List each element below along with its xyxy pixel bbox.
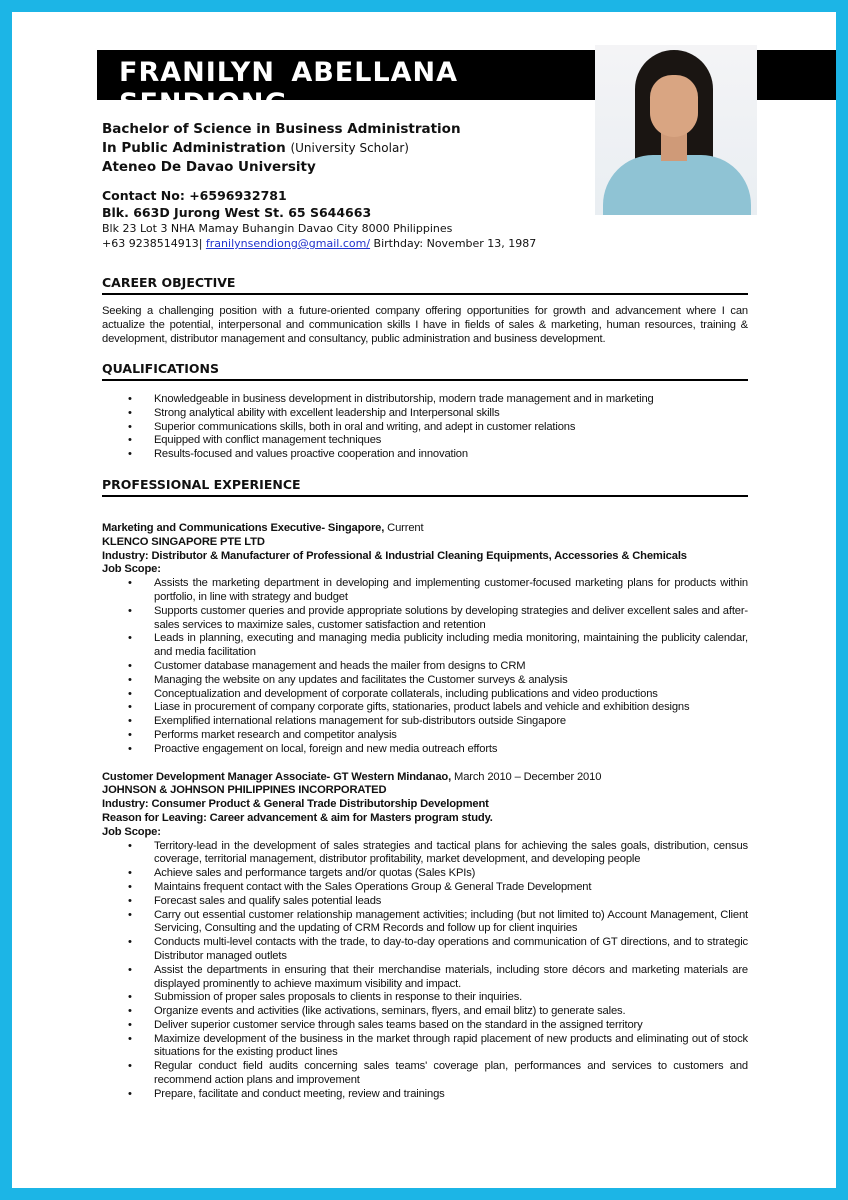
job-title [102,771,748,785]
list-item: • Knowledgeable in business development in distributorship, modern trade management and in marketing [102,393,748,407]
job-scope-label: Job Scope: [102,825,161,838]
list-item: • Proactive engagement on local, foreign and new media outreach efforts [102,743,748,757]
list-item: • Exemplified international relations management for sub-distributors outside Singapore [102,715,748,729]
list-item: • Deliver superior customer service through sales teams based on the standard in the assigned territory [102,1019,748,1033]
candidate-name: FRANILYN ABELLANA SENDIONG [119,57,459,119]
list-item: • Territory-lead in the development of sales strategies and tactical plans for achieving the sales goals, distribution, census coverage, territorial management, distributor profitability, market development, and developing people [102,840,748,868]
job-scope-list [102,577,748,756]
job-period: March 2010 – December 2010 [454,770,602,783]
list-item: • Carry out essential customer relationship management activities; including (but not limited to) Account Management, Client Servicing, Consulting and the updating of CRM Records and follow up for client inquiries [102,909,748,937]
list-item: • Results-focused and values proactive cooperation and innovation [102,448,748,462]
job-title [102,522,748,536]
list-item: • Customer database management and heads the mailer from designs to CRM [102,660,748,674]
job-entry [102,771,748,1102]
contact-block [102,187,536,251]
list-item: • Leads in planning, executing and managing media publicity including media monitoring, maintaining the publicity calendar, and media facilitation [102,632,748,660]
job-scope-list [102,840,748,1102]
career-objective-section [102,275,748,346]
phone: Contact No: +6596932781 [102,188,287,203]
name-banner [97,50,595,119]
profile-photo [595,45,757,215]
list-item: • Performs market research and competitor analysis [102,729,748,743]
job-scope-label: Job Scope: [102,563,161,576]
school: Ateneo De Davao University [102,159,316,175]
list-item: • Prepare, facilitate and conduct meeting, review and trainings [102,1088,748,1102]
list-item: • Regular conduct field audits concerning sales teams' coverage plan, performances and services to customers and recommend action plans and improvement [102,1060,748,1088]
degree-line1: Bachelor of Science in Business Administration [102,121,461,137]
degree-line2: In Public Administration [102,140,286,156]
education-block [102,120,461,177]
reason-for-leaving: Reason for Leaving: Career advancement & aim for Masters program study. [102,811,493,824]
job-period: Current [387,522,424,534]
qualifications-section [102,361,748,462]
resume-page [12,12,836,1188]
phone-ph: +63 9238514913| [102,237,203,250]
qualifications-list [102,393,748,462]
address-sg: Blk. 663D Jurong West St. 65 S644663 [102,205,372,220]
list-item: • Liase in procurement of company corporate gifts, stationaries, product labels and vehicle and exhibition designs [102,701,748,715]
list-item: • Strong analytical ability with excellent leadership and Interpersonal skills [102,407,748,421]
list-item: • Forecast sales and qualify sales potential leads [102,895,748,909]
email-link[interactable]: franilynsendiong@gmail.com/ [205,237,371,250]
experience-section [102,477,748,1102]
honor: (University Scholar) [290,141,409,155]
section-heading: PROFESSIONAL EXPERIENCE [102,477,748,497]
list-item: • Managing the website on any updates and facilitates the Customer surveys & analysis [102,674,748,688]
industry: Industry: Distributor & Manufacturer of Professional & Industrial Cleaning Equipments, Accessories & Chemicals [102,549,687,562]
job-position: Marketing and Communications Executive- Singapore, [102,522,385,534]
section-heading: CAREER OBJECTIVE [102,275,748,295]
list-item: • Assists the marketing department in developing and implementing customer-focused marketing plans for products within portfolio, in line with strategy and budget [102,577,748,605]
list-item: • Achieve sales and performance targets and/or quotas (Sales KPIs) [102,867,748,881]
address-ph: Blk 23 Lot 3 NHA Mamay Buhangin Davao City 8000 Philippines [102,222,453,235]
list-item: • Submission of proper sales proposals to clients in response to their inquiries. [102,991,748,1005]
birthday: Birthday: November 13, 1987 [373,237,537,250]
section-heading: QUALIFICATIONS [102,361,748,381]
company-name: KLENCO SINGAPORE PTE LTD [102,535,265,548]
list-item: • Assist the departments in ensuring that their merchandise materials, including store décors and marketing materials are displayed prominently to achieve maximum visibility and impact. [102,964,748,992]
list-item: • Equipped with conflict management techniques [102,434,748,448]
list-item: • Superior communications skills, both in oral and writing, and adept in customer relations [102,421,748,435]
jobs-list [102,522,748,1102]
company-name: JOHNSON & JOHNSON PHILIPPINES INCORPORATED [102,784,387,797]
objective-text: Seeking a challenging position with a future-oriented company offering opportunities for growth and advancement where I can actualize the potential, interpersonal and communication skills I have in fields of sales & marketing, human resources, training & development, distributor management and consultancy, public administration and business development. [102,305,748,345]
list-item: • Conducts multi-level contacts with the trade, to day-to-day operations and communication of GT directions, and to strategic Distributor managed outlets [102,936,748,964]
list-item: • Conceptualization and development of corporate collaterals, including publications and video productions [102,688,748,702]
list-item: • Supports customer queries and provide appropriate solutions by developing strategies and deliver excellent sales and after-sales services to maximize sales, customer satisfaction and retention [102,605,748,633]
list-item: • Organize events and activities (like activations, seminars, flyers, and email blitz) to generate sales. [102,1005,748,1019]
list-item: • Maintains frequent contact with the Sales Operations Group & General Trade Development [102,881,748,895]
job-entry [102,522,748,757]
list-item: • Maximize development of the business in the market through rapid placement of new products and eliminating out of stock situations for the existing product lines [102,1033,748,1061]
job-position: Customer Development Manager Associate- GT Western Mindanao, [102,770,452,783]
industry: Industry: Consumer Product & General Trade Distributorship Development [102,798,489,811]
banner-accent [757,50,836,100]
